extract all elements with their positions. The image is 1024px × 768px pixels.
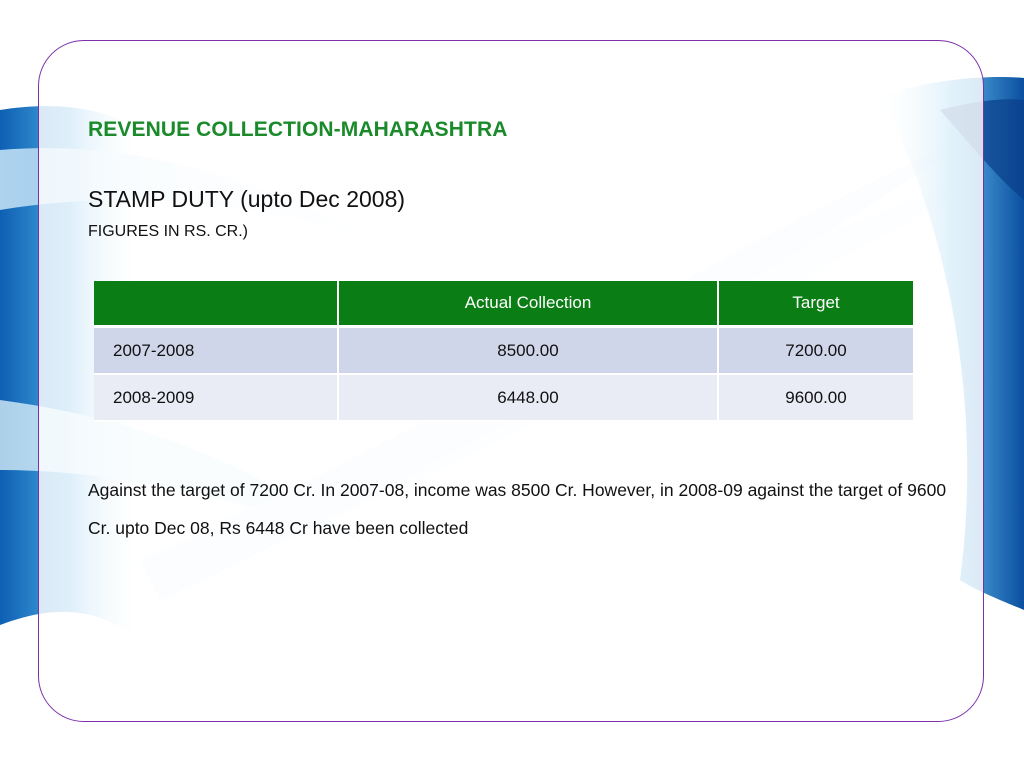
summary-paragraph: Against the target of 7200 Cr. In 2007-08, income was 8500 Cr. However, in 2008-09 against the target of 9600 Cr. upto Dec 08, Rs 6448 Cr have been collected	[88, 480, 947, 538]
slide-subtitle: STAMP DUTY (upto Dec 2008)	[88, 186, 406, 212]
table-row	[94, 327, 913, 375]
actual-collection-cell: 8500.00	[338, 327, 718, 375]
table-row	[94, 374, 913, 421]
year-cell: 2007-2008	[94, 327, 338, 375]
actual-collection-cell: 6448.00	[338, 374, 718, 421]
header-cell-year	[94, 281, 338, 327]
figures-note: FIGURES IN RS. CR.)	[88, 223, 249, 240]
target-cell: 7200.00	[718, 327, 913, 375]
slide-title: REVENUE COLLECTION-MAHARASHTRA	[88, 118, 508, 141]
table-header-row	[94, 281, 913, 327]
header-cell-actual-collection: Actual Collection	[338, 281, 718, 327]
target-cell: 9600.00	[718, 374, 913, 421]
header-cell-target: Target	[718, 281, 913, 327]
revenue-table	[94, 281, 913, 422]
year-cell: 2008-2009	[94, 374, 338, 421]
